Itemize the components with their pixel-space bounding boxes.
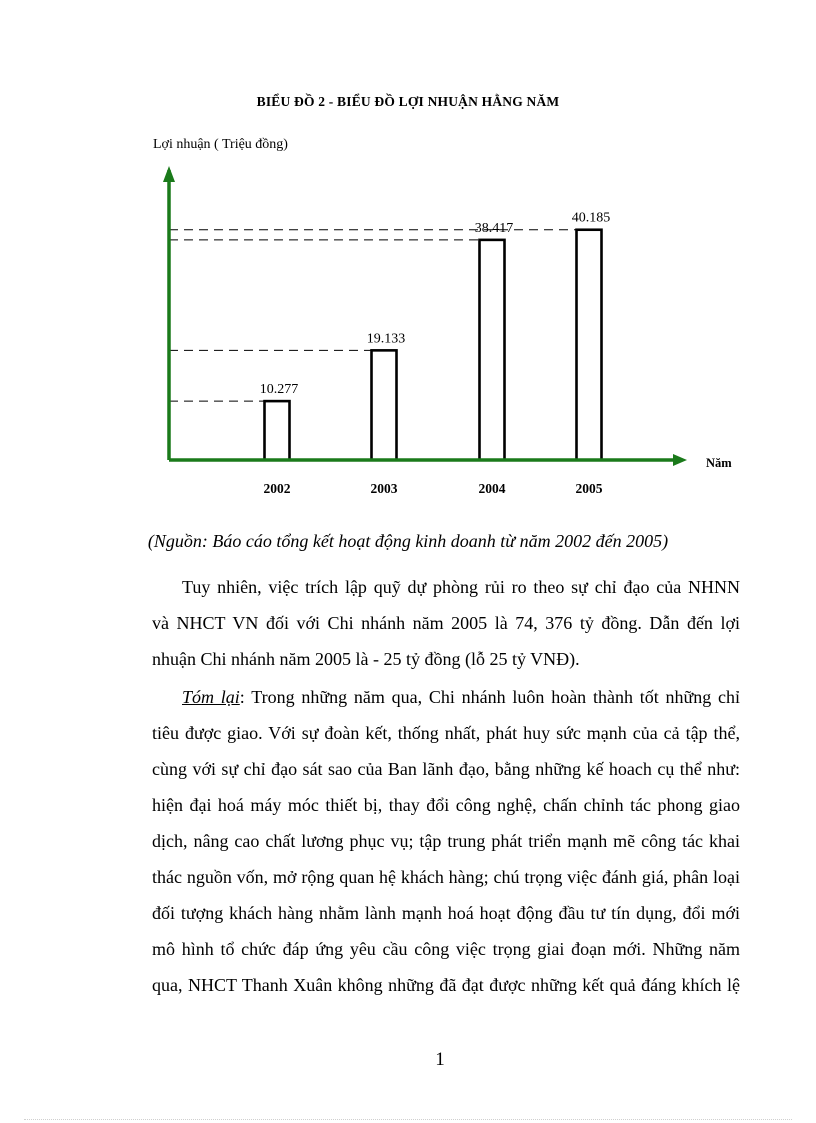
paragraph-2-line: thác nguồn vốn, mở rộng quan hệ khách hàng; chú trọng việc đánh giá, phân loại (152, 867, 740, 887)
paragraph-2-line: tiêu được giao. Với sự đoàn kết, thống nhất, phát huy sức mạnh của cả tập thể, (152, 723, 740, 743)
paragraph-1-line: nhuận Chi nhánh năm 2005 là - 25 tỷ đồng (lỗ 25 tỷ VNĐ). (152, 649, 580, 669)
paragraph-1 (152, 569, 740, 677)
category-label-2004: 2004 (478, 481, 506, 496)
chart-source-note: (Nguồn: Báo cáo tổng kết hoạt động kinh doanh từ năm 2002 đến 2005) (147, 531, 669, 551)
category-label-2005: 2005 (575, 481, 603, 496)
paragraph-1-line: Tuy nhiên, việc trích lập quỹ dự phòng rủi ro theo sự chỉ đạo của NHNN (182, 577, 740, 597)
y-axis-label: Lợi nhuận ( Triệu đồng) (153, 137, 288, 152)
y-axis-arrow (163, 166, 175, 182)
paragraph-2-line: dịch, nâng cao chất lương phục vụ; tập trung phát triển mạnh mẽ công tác khai (152, 831, 740, 851)
value-label-2005: 40.185 (571, 210, 611, 226)
chart-title: BIỂU ĐỒ 2 - BIỂU ĐỒ LỢI NHUẬN HẰNG NĂM (256, 94, 560, 109)
category-label-2003: 2003 (370, 481, 398, 496)
bar-2005 (577, 230, 602, 460)
value-label-2003: 19.133 (366, 331, 406, 347)
value-label-2002: 10.277 (259, 382, 299, 398)
page-bottom-rule (24, 1119, 792, 1120)
bar-2002 (265, 401, 290, 460)
value-label-2004: 38.417 (474, 220, 514, 236)
paragraph-2-line: mô hình tổ chức đáp ứng yêu cầu công việc trọng giai đoạn mới. Những năm (152, 939, 740, 959)
paragraph-2-line (152, 679, 740, 715)
paragraph-2 (152, 679, 740, 1003)
x-axis-label: Năm (706, 456, 732, 470)
paragraph-1-line: và NHCT VN đối với Chi nhánh năm 2005 là 74, 376 tỷ đồng. Dẫn đến lợi (152, 613, 740, 633)
paragraph-2-line: hiện đại hoá máy móc thiết bị, thay đổi công nghệ, chấn chỉnh tác phong giao (152, 795, 740, 815)
page-number: 1 (435, 1049, 445, 1070)
category-label-2002: 2002 (263, 481, 291, 496)
summary-lead-rest: : Trong những năm qua, Chi nhánh luôn hoàn thành tốt những chỉ (239, 687, 740, 707)
bar-2004 (480, 240, 505, 460)
profit-bar-chart (0, 0, 816, 510)
summary-lead: Tóm lại (182, 687, 240, 707)
bar-2003 (372, 350, 397, 460)
paragraph-2-line: đối tượng khách hàng nhằm lành mạnh hoá hoạt động đầu tư tín dụng, đổi mới (152, 903, 740, 923)
x-axis-arrow (673, 454, 687, 466)
paragraph-2-line: qua, NHCT Thanh Xuân không những đã đạt được những kết quả đáng khích lệ (152, 975, 740, 995)
paragraph-2-line: cùng với sự chỉ đạo sát sao của Ban lãnh đạo, bằng những kế hoach cụ thể như: (152, 759, 740, 779)
